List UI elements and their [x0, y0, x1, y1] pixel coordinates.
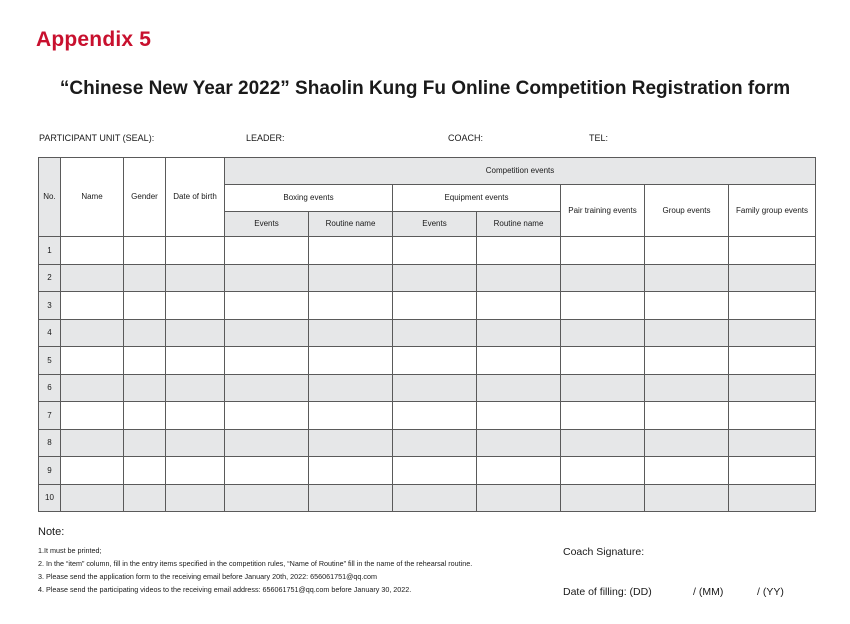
table-cell[interactable]: [166, 347, 225, 375]
table-cell[interactable]: [561, 319, 645, 347]
table-cell[interactable]: [225, 484, 309, 512]
table-cell[interactable]: [166, 319, 225, 347]
table-cell[interactable]: [61, 457, 124, 485]
table-cell[interactable]: [561, 402, 645, 430]
table-cell[interactable]: [561, 374, 645, 402]
table-cell[interactable]: [477, 402, 561, 430]
table-cell[interactable]: [166, 292, 225, 320]
table-cell[interactable]: [124, 319, 166, 347]
table-cell[interactable]: [645, 429, 729, 457]
table-cell[interactable]: [166, 429, 225, 457]
registration-table: [38, 157, 816, 512]
table-cell[interactable]: [166, 484, 225, 512]
header-equipment-events-events: Events: [393, 212, 477, 237]
row-number: 9: [39, 457, 61, 485]
table-row: [39, 292, 816, 320]
table-cell[interactable]: [645, 237, 729, 265]
table-row: [39, 237, 816, 265]
header-gender: Gender: [124, 158, 166, 237]
table-cell[interactable]: [393, 429, 477, 457]
table-cell[interactable]: [61, 292, 124, 320]
table-cell[interactable]: [561, 429, 645, 457]
row-number: 1: [39, 237, 61, 265]
table-cell[interactable]: [729, 292, 816, 320]
table-row: [39, 319, 816, 347]
table-cell[interactable]: [729, 402, 816, 430]
table-cell[interactable]: [477, 374, 561, 402]
table-cell[interactable]: [61, 319, 124, 347]
table-row: [39, 402, 816, 430]
table-cell[interactable]: [61, 374, 124, 402]
header-name: Name: [61, 158, 124, 237]
table-cell[interactable]: [393, 484, 477, 512]
table-cell[interactable]: [729, 457, 816, 485]
table-cell[interactable]: [309, 457, 393, 485]
table-cell[interactable]: [61, 237, 124, 265]
leader-label: LEADER:: [246, 133, 285, 143]
table-row: [39, 347, 816, 375]
table-cell[interactable]: [309, 292, 393, 320]
table-cell[interactable]: [61, 429, 124, 457]
coach-signature-label: Coach Signature:: [563, 546, 645, 558]
header-boxing-events: Boxing events: [225, 185, 393, 212]
table-cell[interactable]: [393, 264, 477, 292]
table-row: [39, 374, 816, 402]
table-cell[interactable]: [645, 292, 729, 320]
table-cell[interactable]: [225, 319, 309, 347]
header-date-of-birth: Date of birth: [166, 158, 225, 237]
table-cell[interactable]: [225, 237, 309, 265]
table-cell[interactable]: [645, 347, 729, 375]
table-cell[interactable]: [561, 457, 645, 485]
table-cell[interactable]: [645, 402, 729, 430]
table-cell[interactable]: [124, 457, 166, 485]
table-cell[interactable]: [645, 457, 729, 485]
page-title: “Chinese New Year 2022” Shaolin Kung Fu Online Competition Registration form: [59, 78, 791, 99]
table-cell[interactable]: [393, 347, 477, 375]
participant-unit-label: PARTICIPANT UNIT (SEAL):: [39, 133, 155, 143]
table-cell[interactable]: [225, 429, 309, 457]
table-row: [39, 484, 816, 512]
table-cell[interactable]: [309, 237, 393, 265]
table-cell[interactable]: [645, 484, 729, 512]
table-cell[interactable]: [124, 402, 166, 430]
appendix-label: Appendix 5: [36, 28, 152, 51]
table-cell[interactable]: [166, 457, 225, 485]
table-cell[interactable]: [309, 264, 393, 292]
table-cell[interactable]: [477, 292, 561, 320]
note-item-2: 2. In the “item” column, fill in the entry items specified in the competition rules, “Name of Routine” fill in the name of the rehearsal routine.: [38, 559, 473, 568]
table-cell[interactable]: [225, 264, 309, 292]
table-cell[interactable]: [561, 292, 645, 320]
table-cell[interactable]: [393, 292, 477, 320]
table-cell[interactable]: [393, 374, 477, 402]
table-cell[interactable]: [166, 264, 225, 292]
table-cell[interactable]: [561, 484, 645, 512]
table-cell[interactable]: [124, 429, 166, 457]
table-row: [39, 264, 816, 292]
table-cell[interactable]: [124, 347, 166, 375]
table-cell[interactable]: [61, 347, 124, 375]
row-number: 6: [39, 374, 61, 402]
table-cell[interactable]: [477, 347, 561, 375]
table-cell[interactable]: [61, 264, 124, 292]
coach-label: COACH:: [448, 133, 484, 143]
table-cell[interactable]: [477, 237, 561, 265]
table-cell[interactable]: [225, 402, 309, 430]
table-cell[interactable]: [477, 319, 561, 347]
table-cell[interactable]: [124, 374, 166, 402]
header-equipment-events: Equipment events: [393, 185, 561, 212]
row-number: 2: [39, 264, 61, 292]
note-item-4: 4. Please send the participating videos to the receiving email address: 656061751@qq.com before January 30, 2022.: [38, 585, 412, 594]
header-pair-training-events: Pair training events: [561, 185, 645, 237]
table-cell[interactable]: [645, 264, 729, 292]
table-row: [39, 429, 816, 457]
table-cell[interactable]: [477, 457, 561, 485]
note-title: Note:: [38, 526, 65, 538]
table-cell[interactable]: [393, 237, 477, 265]
note-item-3: 3. Please send the application form to the receiving email before January 20th, 2022: 656061751@qq.com: [38, 572, 377, 581]
table-cell[interactable]: [61, 402, 124, 430]
table-cell[interactable]: [309, 319, 393, 347]
table-cell[interactable]: [729, 484, 816, 512]
header-boxing-routine-name: Routine name: [309, 212, 393, 237]
table-cell[interactable]: [61, 484, 124, 512]
table-cell[interactable]: [561, 237, 645, 265]
tel-label: TEL:: [589, 133, 609, 143]
table-cell[interactable]: [393, 457, 477, 485]
table-body: [39, 237, 816, 512]
header-group-events: Group events: [645, 185, 729, 237]
table-cell[interactable]: [561, 264, 645, 292]
header-family-group-events: Family group events: [729, 185, 816, 237]
table-cell[interactable]: [225, 347, 309, 375]
table-cell[interactable]: [477, 429, 561, 457]
table-cell[interactable]: [729, 319, 816, 347]
row-number: 5: [39, 347, 61, 375]
row-number: 10: [39, 484, 61, 512]
table-cell[interactable]: [561, 347, 645, 375]
table-cell[interactable]: [393, 402, 477, 430]
table-cell[interactable]: [124, 264, 166, 292]
table-cell[interactable]: [225, 457, 309, 485]
table-cell[interactable]: [124, 484, 166, 512]
table-cell[interactable]: [225, 292, 309, 320]
table-cell[interactable]: [729, 237, 816, 265]
row-number: 8: [39, 429, 61, 457]
table-cell[interactable]: [124, 292, 166, 320]
table-cell[interactable]: [309, 484, 393, 512]
table-cell[interactable]: [645, 374, 729, 402]
table-cell[interactable]: [166, 402, 225, 430]
table-cell[interactable]: [393, 319, 477, 347]
table-cell[interactable]: [166, 374, 225, 402]
table-cell[interactable]: [124, 237, 166, 265]
table-cell[interactable]: [309, 347, 393, 375]
table-cell[interactable]: [645, 319, 729, 347]
header-boxing-events-events: Events: [225, 212, 309, 237]
date-of-filling-label: Date of filling: (DD): [563, 586, 652, 598]
header-equipment-routine-name: Routine name: [477, 212, 561, 237]
table-cell[interactable]: [477, 484, 561, 512]
table-cell[interactable]: [166, 237, 225, 265]
table-cell[interactable]: [729, 374, 816, 402]
table-cell[interactable]: [729, 264, 816, 292]
table-cell[interactable]: [477, 264, 561, 292]
date-yy-label: / (YY): [757, 586, 784, 598]
table-cell[interactable]: [225, 374, 309, 402]
table-cell[interactable]: [309, 429, 393, 457]
header-competition-events: Competition events: [225, 158, 816, 185]
table-cell[interactable]: [729, 429, 816, 457]
table-cell[interactable]: [729, 347, 816, 375]
header-no: No.: [39, 158, 61, 237]
note-item-1: 1.It must be printed;: [38, 546, 102, 555]
row-number: 7: [39, 402, 61, 430]
table-row: [39, 457, 816, 485]
table-cell[interactable]: [309, 402, 393, 430]
row-number: 4: [39, 319, 61, 347]
table-cell[interactable]: [309, 374, 393, 402]
row-number: 3: [39, 292, 61, 320]
date-mm-label: / (MM): [693, 586, 724, 598]
